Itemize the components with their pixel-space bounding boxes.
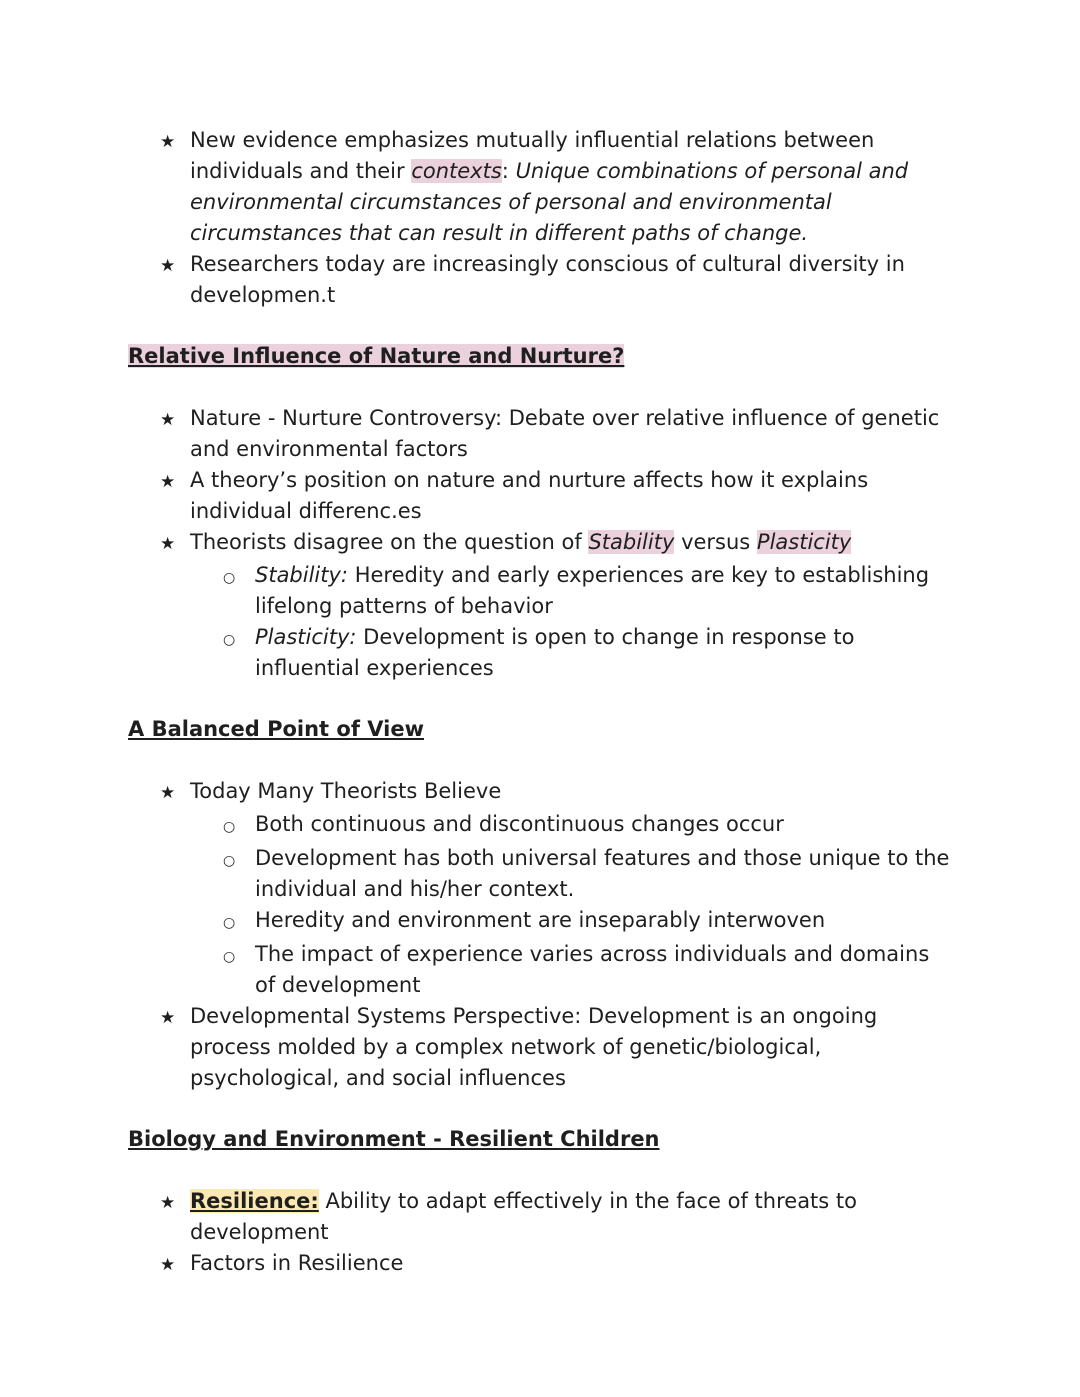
item-text — [190, 249, 952, 311]
text-segment: Nature - Nurture Controversy: Debate over relative influence of genetic and environmental factors — [190, 406, 940, 461]
star-bullet-icon: ★ — [160, 472, 176, 492]
bullet-item — [160, 1186, 952, 1248]
circle-bullet-icon: ○ — [223, 570, 236, 586]
circle-bullet-icon: ○ — [223, 819, 236, 835]
section-heading-text: A Balanced Point of View — [128, 717, 425, 741]
section-heading — [128, 714, 952, 745]
circle-bullet-icon: ○ — [223, 915, 236, 931]
bullet-item — [160, 776, 952, 809]
text-segment: Stability — [588, 530, 675, 554]
star-bullet-icon: ★ — [160, 1255, 176, 1275]
sub-bullet-item — [223, 843, 952, 905]
bullet-item — [160, 527, 952, 560]
bullet-item — [160, 465, 952, 527]
sub-bullet-item — [223, 905, 952, 939]
text-segment: Heredity and environment are inseparably interwoven — [255, 908, 826, 932]
text-segment: Researchers today are increasingly conscious of cultural diversity in developmen.t — [190, 252, 905, 307]
star-bullet-icon: ★ — [160, 256, 176, 276]
item-text — [255, 622, 952, 684]
text-segment: New evidence emphasizes mutually influential relations between individuals and their — [190, 128, 875, 183]
circle-bullet-icon: ○ — [223, 632, 236, 648]
item-text — [190, 125, 952, 249]
item-text — [190, 465, 952, 527]
bullet-item — [160, 403, 952, 465]
circle-bullet-icon: ○ — [223, 949, 236, 965]
text-segment: Plasticity: — [255, 625, 357, 649]
section-heading — [128, 1124, 952, 1155]
item-text — [190, 1001, 952, 1094]
item-text — [190, 1248, 952, 1279]
text-segment: Both continuous and discontinuous changes occur — [255, 812, 784, 836]
sub-bullet-item — [223, 809, 952, 843]
bullet-item — [160, 249, 952, 311]
sub-bullet-item — [223, 939, 952, 1001]
text-segment: Ability to adapt effectively in the face of threats to development — [190, 1189, 857, 1244]
item-text — [190, 1186, 952, 1248]
star-bullet-icon: ★ — [160, 132, 176, 152]
circle-bullet-icon: ○ — [223, 853, 236, 869]
bullet-item — [160, 1001, 952, 1094]
text-segment: Plasticity — [756, 530, 852, 554]
text-segment: Resilience: — [190, 1189, 319, 1213]
text-segment: Theorists disagree on the question of — [190, 530, 589, 554]
item-text — [190, 527, 952, 558]
section-heading — [128, 341, 952, 372]
text-segment: Heredity and early experiences are key to establishing lifelong patterns of behavior — [255, 563, 930, 618]
item-text — [255, 939, 952, 1001]
bullet-item — [160, 125, 952, 249]
star-bullet-icon: ★ — [160, 1193, 176, 1213]
text-segment: Stability: — [255, 563, 349, 587]
star-bullet-icon: ★ — [160, 410, 176, 430]
bullet-item — [160, 1248, 952, 1281]
text-segment: versus — [674, 530, 757, 554]
item-text — [190, 776, 952, 807]
document-content — [128, 125, 952, 1281]
section-heading-text: Relative Influence of Nature and Nurture? — [128, 344, 625, 368]
star-bullet-icon: ★ — [160, 783, 176, 803]
text-segment: The impact of experience varies across individuals and domains of development — [255, 942, 930, 997]
item-text — [255, 560, 952, 622]
text-segment: Today Many Theorists Believe — [190, 779, 502, 803]
sub-bullet-item — [223, 560, 952, 622]
text-segment: Developmental Systems Perspective: Development is an ongoing process molded by a complex network of genetic/biological, psychological, and social influences — [190, 1004, 878, 1090]
text-segment: Development has both universal features and those unique to the individual and his/her context. — [255, 846, 950, 901]
text-segment: contexts — [411, 159, 502, 183]
item-text — [255, 809, 952, 840]
item-text — [255, 843, 952, 905]
text-segment: A theory’s position on nature and nurture affects how it explains individual differenc.es — [190, 468, 869, 523]
item-text — [190, 403, 952, 465]
star-bullet-icon: ★ — [160, 1008, 176, 1028]
sub-bullet-item — [223, 622, 952, 684]
text-segment: : — [501, 159, 516, 183]
star-bullet-icon: ★ — [160, 534, 176, 554]
item-text — [255, 905, 952, 936]
text-segment: Unique combinations of personal and environmental circumstances of personal and environmental circumstances that can result in different paths of change. — [190, 159, 909, 245]
text-segment: Factors in Resilience — [190, 1251, 404, 1275]
text-segment: Development is open to change in response to influential experiences — [255, 625, 855, 680]
section-heading-text: Biology and Environment - Resilient Children — [128, 1127, 660, 1151]
